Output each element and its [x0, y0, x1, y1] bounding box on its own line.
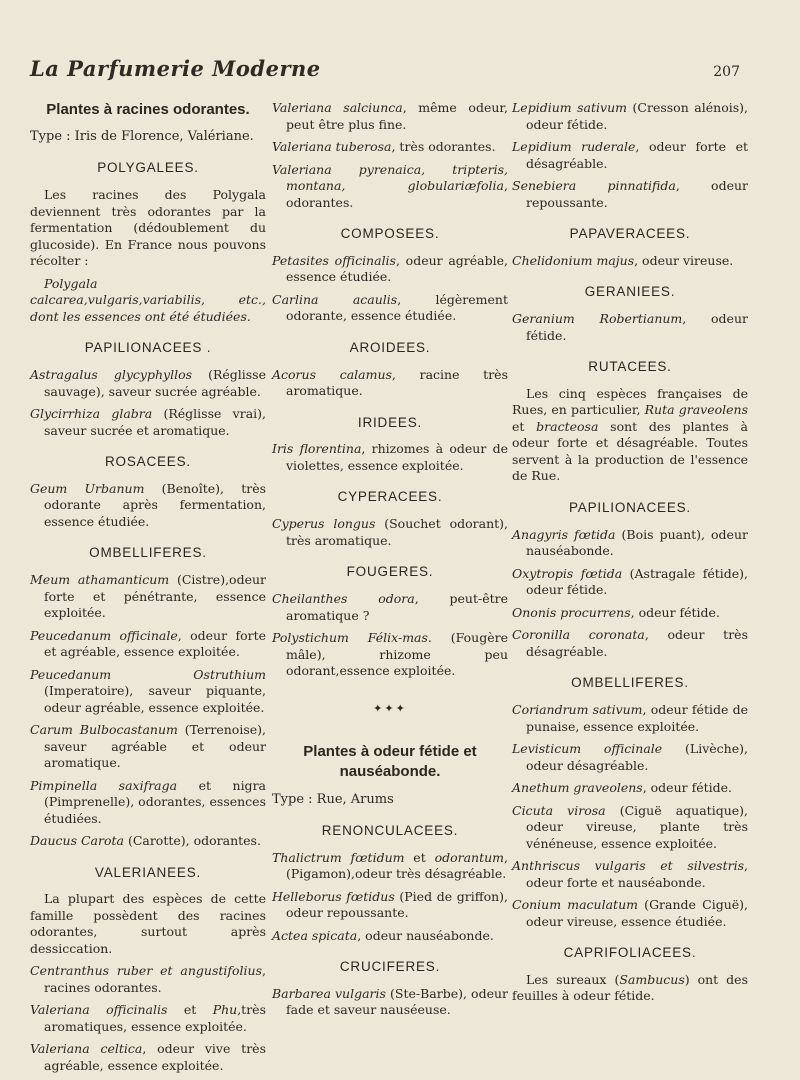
paragraph: La plupart des espèces de cette famille possèdent des racines odorantes, surtout après dessiccation. [30, 891, 266, 956]
entry-text: ,très aromatiques, essence exploitée. [44, 1002, 266, 1034]
paragraph: Polygala calcarea,vulgaris,variabilis, etc., dont les essences ont été étudiées. [30, 275, 266, 324]
species-entry [272, 928, 508, 945]
latin-name: Lepidium ruderale [512, 139, 636, 154]
paragraph: Les racines des Polygala deviennent très odorantes par la fermentation (dédoublement du glucoside). En France nous pouvons récolter : [30, 187, 266, 269]
section-ornament: ✦✦✦ [373, 701, 407, 715]
species-entry [512, 803, 748, 853]
species-entry [512, 178, 748, 211]
paragraph [512, 386, 748, 485]
paragraph-text: Les cinq espèces françaises de Rues, en particulier, [512, 385, 748, 418]
latin-name: Valeriana salciunca [272, 100, 403, 115]
page-number: 207 [713, 64, 740, 80]
species-entry [30, 1041, 266, 1074]
entry-text: , odeur très désagréable. [526, 627, 748, 659]
entry-text: (Réglisse sauvage), saveur sucrée agréable. [44, 367, 266, 399]
species-entry [30, 833, 266, 850]
entry-text: , (Pigamon),odeur très désagréable. [286, 849, 509, 882]
species-entry [512, 253, 748, 270]
article-title: Plantes à racines odorantes. [46, 101, 250, 118]
section-heading-rosacees: ROSACEES. [105, 454, 191, 470]
section-heading-rutacees: RUTACEES. [588, 359, 672, 375]
species-entry [512, 780, 748, 797]
species-entry [272, 889, 508, 922]
paragraph-text: sont des plantes à odeur forte et désagréable. Toutes servent à la production de l'essence de Rue. [512, 418, 748, 484]
section-heading-ombelliferes: OMBELLIFERES. [571, 675, 689, 691]
entry-text: (Benoîte), très odorante après fermentation, essence étudiée. [44, 480, 266, 529]
latin-name: Sambucus [619, 971, 685, 987]
species-entry [30, 367, 266, 400]
entry-text: (Imperatoire), saveur piquante, odeur agréable, essence exploitée. [44, 683, 266, 715]
entry-text: , odeur fétide. [630, 604, 720, 620]
section-heading-papilionacees: PAPILIONACEES . [84, 340, 212, 356]
entry-text: (Ciguë aquatique), odeur vireuse, plante très vénéneuse, essence exploitée. [526, 802, 748, 851]
section-heading-valerianees: VALERIANEES. [94, 864, 202, 880]
entry-text: (Terrenoise), saveur agréable et odeur aromatique. [44, 722, 266, 771]
latin-name: Glycirrhiza glabra [30, 406, 153, 422]
entry-text: , légèrement odorante, essence étudiée. [286, 291, 508, 324]
species-entry [272, 367, 508, 400]
latin-name: Meum athamanticum [30, 572, 170, 588]
entry-text: (Souchet odorant), très aromatique. [286, 516, 508, 548]
paragraph-text: Les sureaux ( [526, 971, 620, 987]
entry-text: , odeur agréable, essence étudiée. [286, 252, 508, 285]
species-entry [30, 1002, 266, 1035]
paragraph-text: ) ont des feuilles à odeur fétide. [512, 971, 748, 1004]
latin-name: Petasites officinalis [272, 252, 396, 268]
entry-text: et nigra (Pimprenelle), odorantes, essences étudiées. [44, 777, 266, 826]
species-entry [512, 627, 748, 660]
entry-text: et [404, 849, 435, 865]
latin-name: Cyperus longus [272, 516, 376, 532]
entry-text: , peut-être aromatique ? [286, 591, 508, 623]
entry-text: , odeur nauséabonde. [357, 927, 494, 943]
entry-text: . (Fougère mâle), rhizome peu odorant,essence exploitée. [286, 630, 508, 679]
latin-name: bracteosa [536, 418, 599, 434]
latin-name: Valeriana tuberosa [272, 139, 392, 154]
entry-text: , même odeur, peut être plus fine. [286, 100, 508, 132]
latin-name: Daucus Carota [30, 833, 124, 849]
latin-name: Lepidium sativum [512, 100, 627, 115]
column-2 [272, 100, 508, 1025]
latin-name: Acorus calamus [272, 366, 392, 382]
species-entry [512, 527, 748, 560]
entry-text: , odeur forte et nauséabonde. [526, 858, 748, 890]
latin-name: Valeriana celtica [30, 1041, 143, 1057]
species-entry [512, 741, 748, 774]
section-heading-cruciferes: CRUCIFERES. [339, 959, 441, 975]
section-heading-geraniees: GERANIEES. [584, 284, 676, 300]
species-entry [512, 897, 748, 930]
species-entry [30, 481, 266, 531]
section-heading-renonculacees: RENONCULACEES. [321, 822, 459, 838]
entry-text: (Carotte), odorantes. [123, 833, 261, 849]
species-entry [272, 850, 508, 883]
entry-text: , racine très aromatique. [286, 366, 508, 399]
species-entry [512, 311, 748, 344]
latin-name: Anagyris fœtida [512, 526, 616, 542]
latin-name: Levisticum officinale [512, 741, 663, 757]
type-line: Type : Rue, Arums [272, 791, 394, 807]
entry-text: , odeur forte et désagréable. [526, 139, 748, 171]
latin-name: Centranthus ruber et angustifolius [30, 963, 263, 979]
section-heading-ombelliferes: OMBELLIFERES. [89, 545, 207, 561]
section-heading-fougeres: FOUGERES. [346, 564, 434, 580]
species-entry [272, 516, 508, 549]
latin-name: Conium maculatum [512, 897, 638, 913]
latin-name: Peucedanum officinale [30, 627, 178, 643]
species-entry [272, 162, 508, 212]
species-entry [272, 591, 508, 624]
species-entry [512, 139, 748, 172]
species-entry [272, 139, 508, 156]
species-entry [512, 605, 748, 622]
entry-text: , très odorantes. [391, 139, 496, 154]
section-heading-composees: COMPOSEES. [340, 226, 440, 241]
entry-text: et [167, 1002, 213, 1018]
latin-name: Anethum graveolens [512, 780, 643, 796]
latin-name: Coriandrum sativum [512, 702, 643, 718]
species-entry [30, 406, 266, 439]
latin-name: Chelidonium majus [512, 252, 635, 268]
latin-name: Cicuta virosa [512, 802, 606, 818]
species-entry [512, 858, 748, 891]
entry-text: , odorantes. [286, 178, 508, 210]
section-heading-cyperacees: CYPERACEES. [337, 489, 443, 505]
latin-name: Carum Bulbocastanum [30, 722, 178, 738]
column-1 [30, 100, 266, 1080]
latin-name: Geranium Robertianum [512, 311, 683, 327]
species-entry [30, 572, 266, 622]
column-3 [512, 100, 748, 1011]
entry-text: , racines odorantes. [44, 963, 266, 995]
entry-text: (Réglisse vrai), saveur sucrée et aromatique. [44, 406, 267, 438]
latin-name: Senebiera pinnatifida [512, 178, 676, 193]
entry-text: , odeur forte et agréable, essence exploitée. [44, 627, 266, 660]
page-header [30, 56, 740, 90]
entry-text: , odeur fétide. [526, 311, 748, 343]
type-line: Type : Iris de Florence, Valériane. [30, 129, 254, 145]
entry-text: (Cistre),odeur forte et pénétrante, essence exploitée. [44, 572, 266, 621]
entry-text: , odeur fétide. [642, 780, 732, 796]
species-entry [272, 441, 508, 474]
latin-name: Ruta graveolens [644, 402, 749, 418]
species-entry [30, 628, 266, 661]
entry-text: (Livèche), odeur désagréable. [526, 741, 748, 773]
species-entry [272, 100, 508, 133]
latin-name: Coronilla coronata [512, 627, 645, 643]
latin-name: Astragalus glycyphyllos [30, 367, 193, 383]
latin-name: odorantum [434, 849, 505, 865]
latin-name: Thalictrum fœtidum [272, 849, 405, 865]
article-title: Plantes à odeur fétide et nauséabonde. [303, 743, 477, 781]
entry-text: , odeur fétide de punaise, essence exploitée. [526, 702, 748, 734]
entry-text: , odeur vive très agréable, essence exploitée. [44, 1041, 266, 1073]
latin-name: Oxytropis fœtida [512, 565, 623, 581]
species-entry [30, 667, 266, 717]
species-entry [30, 963, 266, 996]
species-entry [512, 100, 748, 133]
species-entry [272, 292, 508, 325]
entry-text: (Ste-Barbe), odeur fade et saveur nauséeuse. [286, 985, 508, 1018]
section-heading-polygalees: POLYGALEES. [97, 160, 199, 176]
latin-name: Geum Urbanum [30, 480, 145, 496]
entry-text: (Cresson alénois), odeur fétide. [526, 100, 748, 132]
latin-name: Barbarea vulgaris [272, 985, 386, 1001]
latin-name: Ononis procurrens [512, 604, 631, 620]
species-entry [30, 778, 266, 828]
latin-name: Polystichum Félix-mas [272, 630, 428, 646]
magazine-title: La Parfumerie Moderne [30, 56, 321, 81]
latin-name: Anthriscus vulgaris et silvestris [512, 858, 745, 874]
section-heading-papaveracees: PAPAVERACEES. [569, 226, 691, 241]
section-heading-aroidees: AROIDEES. [349, 339, 431, 355]
entry-text: (Astragale fétide), odeur fétide. [526, 565, 748, 598]
species-entry [512, 566, 748, 599]
latin-name: Iris florentina [272, 441, 362, 457]
species-entry [272, 253, 508, 286]
entry-text: , odeur vireuse. [634, 252, 734, 268]
species-entry [512, 702, 748, 735]
species-entry [272, 986, 508, 1019]
entry-text: (Bois puant), odeur nauséabonde. [526, 526, 748, 559]
latin-name: Peucedanum Ostruthium [30, 666, 266, 682]
species-entry [272, 630, 508, 680]
entry-text: (Grande Ciguë), odeur vireuse, essence étudiée. [526, 897, 748, 929]
latin-name: Actea spicata [272, 927, 358, 943]
entry-text: , odeur repoussante. [526, 178, 748, 210]
latin-name: Valeriana pyrenaica, tripteris, montana, globulariæfolia [272, 161, 508, 193]
latin-name: Carlina acaulis [272, 291, 398, 307]
entry-text: (Pied de griffon), odeur repoussante. [286, 888, 508, 921]
paragraph-text: et [512, 418, 537, 434]
section-heading-papilionacees: PAPILIONACEES. [569, 499, 691, 515]
latin-name: Phu [212, 1002, 238, 1018]
section-heading-caprifoliacees: CAPRIFOLIACEES. [563, 945, 697, 961]
paragraph [512, 972, 748, 1005]
latin-name: Cheilanthes odora [272, 591, 415, 607]
entry-text: , rhizomes à odeur de violettes, essence exploitée. [286, 441, 508, 473]
latin-name: Pimpinella saxifraga [30, 777, 178, 793]
section-heading-iridees: IRIDEES. [357, 414, 423, 430]
latin-name: Helleborus fœtidus [272, 888, 395, 904]
species-entry [30, 722, 266, 772]
latin-name: Valeriana officinalis [30, 1002, 168, 1018]
